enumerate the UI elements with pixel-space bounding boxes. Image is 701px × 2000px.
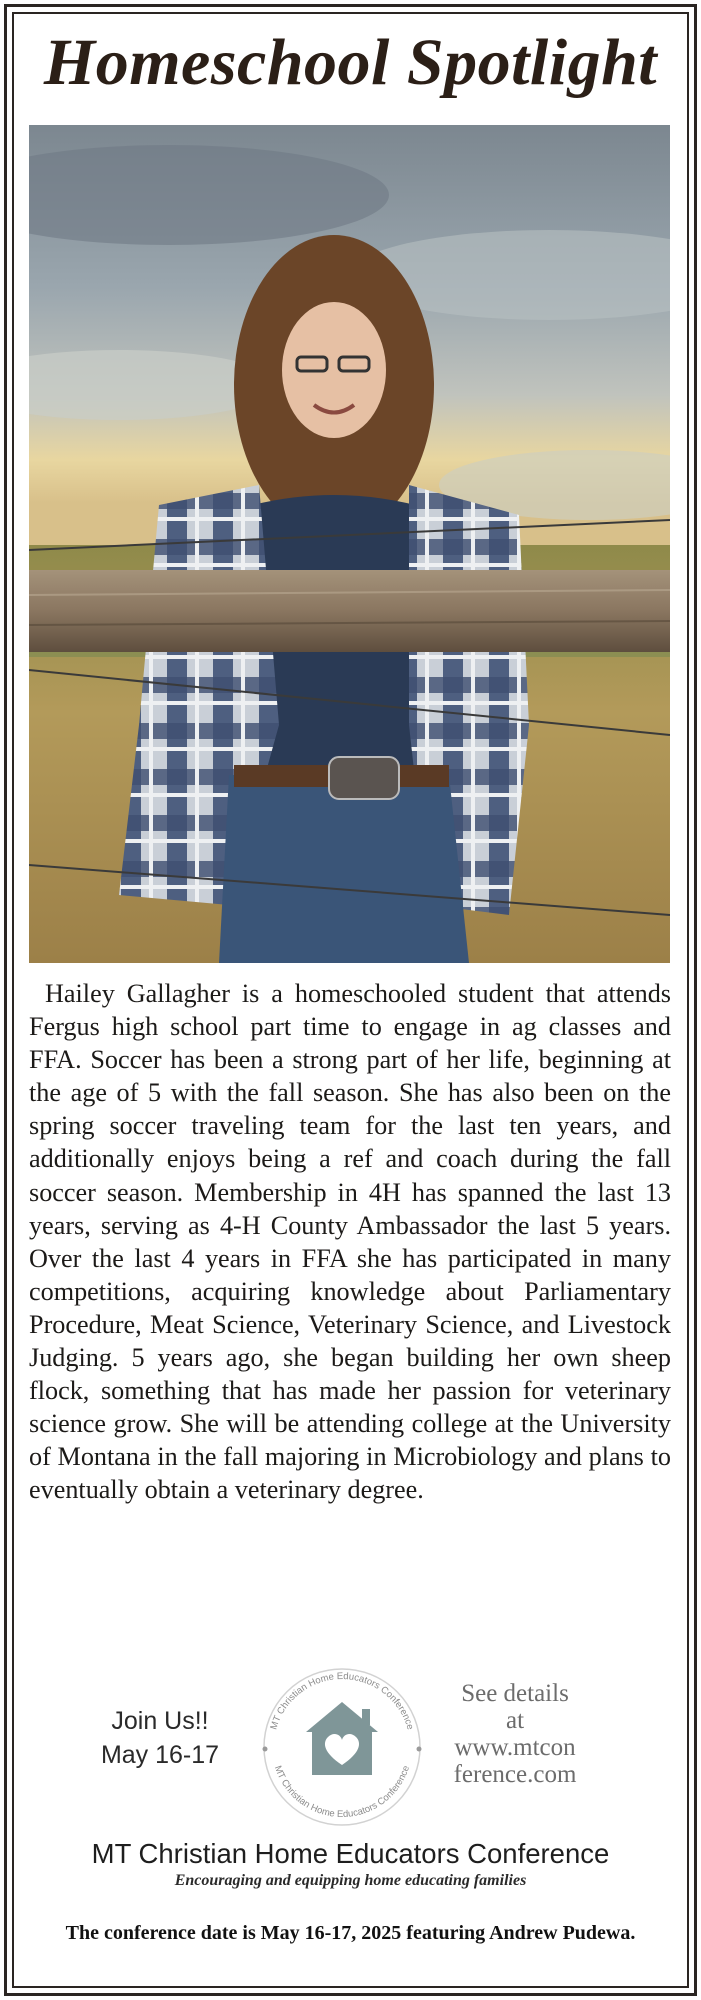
details-url-part2: ference.com (453, 1761, 577, 1788)
details-at: at (505, 1707, 525, 1734)
join-us-block (100, 1704, 220, 1772)
footer-note: The conference date is May 16-17, 2025 featuring Andrew Pudewa. (65, 1922, 636, 1944)
story-paragraph: Hailey Gallagher is a homeschooled student that attends Fergus high school part time to engage in ag classes and FFA. Soccer has been a strong part of her life, beginning at the age of 5 with the fall season. She has also been on the spring soccer traveling team for the last ten years, and additionally enjoys being a ref and coach during the fall soccer season. Membership in 4H has spanned the last 13 years, serving as 4-H County Ambassador the last 5 years. Over the last 4 years in FFA she has participated in many competitions, acquiring knowledge about Parliamentary Procedure, Meat Science, Veterinary Science, and Livestock Judging. 5 years ago, she began building her own sheep flock, something that has made her passion for veterinary science grow. She will be attending college at the University of Montana in the fall majoring in Microbiology and plans to eventually obtain a veterinary degree. (29, 979, 671, 1505)
join-us-dates: May 16-17 (100, 1741, 220, 1769)
house-heart-icon (306, 1702, 378, 1775)
seal-text-top: MT Christian Home Educators Conference (268, 1670, 416, 1732)
student-photo (29, 125, 670, 963)
details-url-part1: www.mtcon (454, 1734, 576, 1761)
conference-name: MT Christian Home Educators Conference (91, 1838, 610, 1869)
conference-seal (252, 1657, 432, 1837)
conference-tagline: Encouraging and equipping home educating families (174, 1872, 527, 1889)
details-label: See details (461, 1680, 569, 1707)
join-us-text: Join Us!! (111, 1707, 209, 1735)
details-block (430, 1680, 600, 1788)
page-title: Homeschool Spotlight (43, 26, 658, 99)
seal-text-bottom: MT Christian Home Educators Conference (271, 1764, 413, 1821)
